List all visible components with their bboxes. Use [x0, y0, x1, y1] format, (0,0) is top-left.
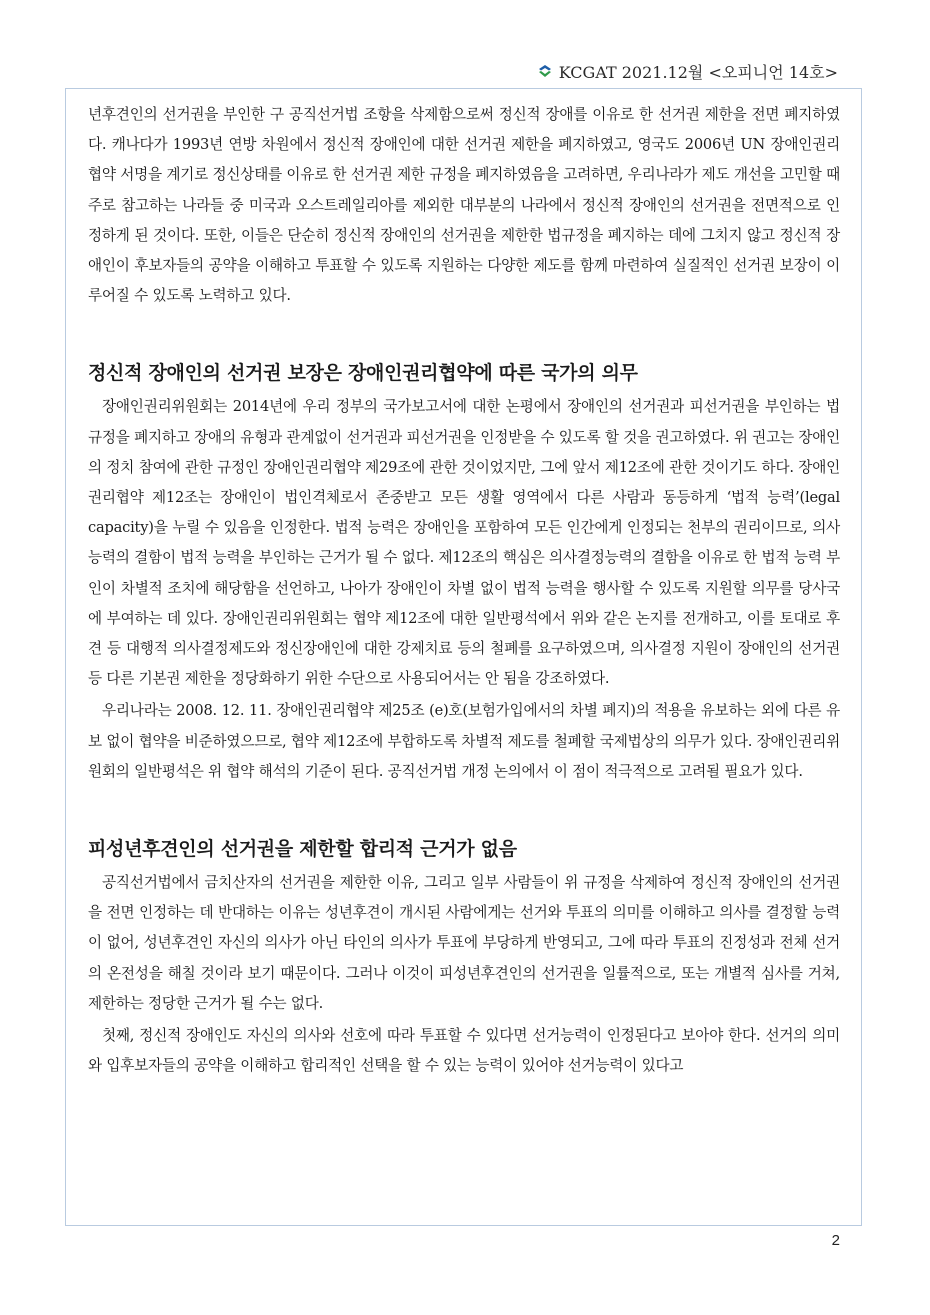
publication-title: KCGAT 2021.12월 <오피니언 14호>: [558, 63, 838, 82]
paragraph: 공직선거법에서 금치산자의 선거권을 제한한 이유, 그리고 일부 사람들이 위 규정을 삭제하여 정신적 장애인의 선거권을 전면 인정하는 데 반대하는 이유는 성년후견이 개시된 사람에게는 선거와 투표의 의미를 이해하고 의사를 결정할 능력이 없어, 성년후견인 자신의 의사가 아닌 타인의 의사가 투표에 부당하게 반영되고, 그에 따라 투표의 진정성과 전체 선거의 온전성을 해칠 것이라 보기 때문이다. 그러나 이것이 피성년후견인의 선거권을 일률적으로, 또는 개별적 심사를 거쳐, 제한하는 정당한 근거가 될 수는 없다.: [88, 874, 840, 1012]
paragraph: 첫째, 정신적 장애인도 자신의 의사와 선호에 따라 투표할 수 있다면 선거능력이 인정된다고 보아야 한다. 선거의 의미와 입후보자들의 공약을 이해하고 합리적인 선택을 할 수 있는 능력이 있어야 선거능력이 있다고: [88, 1027, 840, 1075]
section-heading: 피성년후견인의 선거권을 제한할 합리적 근거가 없음: [88, 838, 517, 861]
section-heading: 정신적 장애인의 선거권 보장은 장애인권리협약에 따른 국가의 의무: [88, 362, 638, 385]
paragraph: 년후견인의 선거권을 부인한 구 공직선거법 조항을 삭제함으로써 정신적 장애를 이유로 한 선거권 제한을 전면 폐지하였다. 캐나다가 1993년 연방 차원에서 정신적 장애인에 대한 선거권 제한을 폐지하였고, 영국도 2006년 UN 장애인권리협약 서명을 계기로 정신상태를 이유로 한 선거권 제한 규정을 폐지하였음을 고려하면, 우리나라가 제도 개선을 고민할 때 주로 참고하는 나라들 중 미국과 오스트레일리아를 제외한 대부분의 나라에서 정신적 장애인의 선거권을 전면적으로 인정하게 된 것이다. 또한, 이들은 단순히 정신적 장애인의 선거권을 제한한 법규정을 폐지하는 데에 그치지 않고 정신적 장애인이 후보자들의 공약을 이해하고 투표할 수 있도록 지원하는 다양한 제도를 함께 마련하여 실질적인 선거권 보장이 이루어질 수 있도록 노력하고 있다.: [88, 106, 841, 305]
page-header: [537, 60, 838, 83]
logo-icon: [537, 64, 553, 80]
page-number: 2: [831, 1232, 840, 1249]
paragraph: 우리나라는 2008. 12. 11. 장애인권리협약 제25조 (e)호(보험가입에서의 차별 폐지)의 적용을 유보하는 외에 다른 유보 없이 협약을 비준하였으므로, 협약 제12조에 부합하도록 차별적 제도를 철폐할 국제법상의 의무가 있다. 장애인권리위원회의 일반평석은 위 협약 해석의 기준이 된다. 공직선거법 개정 논의에서 이 점이 적극적으로 고려될 필요가 있다.: [88, 702, 840, 780]
paragraph: 장애인권리위원회는 2014년에 우리 정부의 국가보고서에 대한 논평에서 장애인의 선거권과 피선거권을 부인하는 법규정을 폐지하고 장애의 유형과 관계없이 선거권과 피선거권을 인정받을 수 있도록 할 것을 권고하였다. 위 권고는 장애인의 정치 참여에 관한 규정인 장애인권리협약 제29조에 관한 것이었지만, 그에 앞서 제12조에 관한 것이기도 하다. 장애인권리협약 제12조는 장애인이 법인격체로서 존중받고 모든 생활 영역에서 다른 사람과 동등하게 ‘법적 능력’(legal capacity)을 누릴 수 있음을 인정한다. 법적 능력은 장애인을 포함하여 모든 인간에게 인정되는 천부의 권리이므로, 의사능력의 결함이 법적 능력을 부인하는 근거가 될 수 없다. 제12조의 핵심은 의사결정능력의 결함을 이유로 한 법적 능력 부인이 차별적 조치에 해당함을 선언하고, 나아가 장애인이 차별 없이 법적 능력을 행사할 수 있도록 지원할 의무를 당사국에 부여하는 데 있다. 장애인권리위원회는 협약 제12조에 대한 일반평석에서 위와 같은 논지를 전개하고, 이를 토대로 후견 등 대행적 의사결정제도와 정신장애인에 대한 강제치료 등의 철폐를 요구하였으며, 의사결정 지원이 장애인의 선거권 등 다른 기본권 제한을 정당화하기 위한 수단으로 사용되어서는 안 됨을 강조하였다.: [88, 398, 841, 688]
article-body: [88, 100, 840, 1081]
